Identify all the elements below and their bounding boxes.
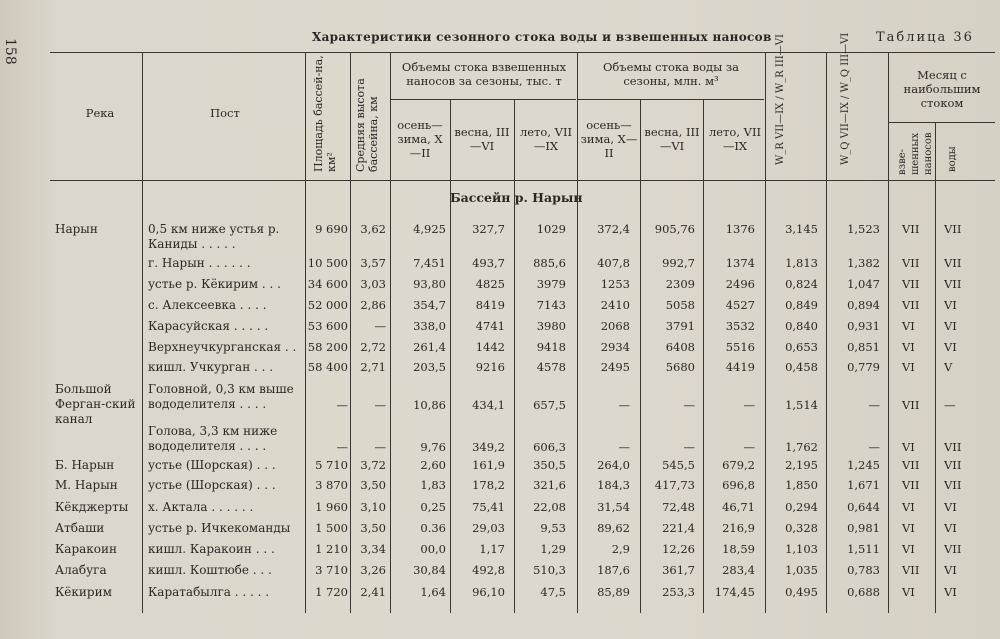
- row-month-sediment: VII: [902, 398, 920, 412]
- row-post: кишл. Коштюбе . . .: [148, 563, 272, 577]
- row-h: 2,72: [360, 340, 386, 354]
- row-s3: 9418: [536, 340, 566, 354]
- row-r1: 0,653: [785, 340, 818, 354]
- row-post: Каратабылга . . . . .: [148, 585, 270, 599]
- row-w3: 1376: [725, 222, 755, 236]
- row-s3: 1,29: [540, 542, 566, 556]
- row-month-sediment: VII: [902, 277, 920, 291]
- row-w2: 253,3: [662, 585, 695, 599]
- row-post: устье (Шорская) . . .: [148, 478, 276, 492]
- row-r1: 1,514: [785, 398, 818, 412]
- row-s3: 3979: [536, 277, 566, 291]
- header-ratio-q: W_Q VII—IX / W_Q III—VI: [840, 32, 851, 165]
- row-r1: 1,813: [785, 256, 818, 270]
- row-area: —: [336, 440, 348, 454]
- row-s3: 3980: [536, 319, 566, 333]
- row-month-sediment: VI: [902, 521, 915, 535]
- row-w2: 12,26: [662, 542, 695, 556]
- row-month-sediment: VI: [902, 319, 915, 333]
- row-h: 3,34: [360, 542, 386, 556]
- header-month-group: Месяц с наибольшим стоком: [903, 68, 981, 110]
- row-w3: 696,8: [722, 478, 755, 492]
- row-h: —: [374, 440, 386, 454]
- row-s3: 321,6: [533, 478, 566, 492]
- row-area: 58 200: [307, 340, 348, 354]
- row-river: М. Нарын: [55, 478, 118, 492]
- row-w3: 283,4: [722, 563, 755, 577]
- row-r1: 0,824: [785, 277, 818, 291]
- row-river: Алабуга: [55, 563, 107, 577]
- row-r2: 1,523: [847, 222, 880, 236]
- row-w2: 221,4: [662, 521, 695, 535]
- header-water-spring: весна, III—VI: [644, 125, 700, 153]
- row-s2: 4825: [475, 277, 505, 291]
- row-h: 2,71: [360, 360, 386, 374]
- row-month-water: VII: [944, 478, 962, 492]
- row-h: 3,62: [360, 222, 386, 236]
- header-sed-spring: весна, III—VI: [454, 125, 510, 153]
- row-h: 3,50: [360, 478, 386, 492]
- row-w3: 174,45: [714, 585, 755, 599]
- row-r1: 0,849: [785, 298, 818, 312]
- row-w2: 2309: [665, 277, 695, 291]
- row-w3: 2496: [725, 277, 755, 291]
- row-s3: 350,5: [533, 458, 566, 472]
- row-r2: 0,981: [847, 521, 880, 535]
- row-w2: 905,76: [654, 222, 695, 236]
- row-month-sediment: VI: [902, 360, 915, 374]
- row-w2: 5058: [665, 298, 695, 312]
- header-area: Площадь бассей-на, км²: [312, 55, 338, 172]
- col-line: [514, 100, 515, 613]
- row-s1: 1,83: [420, 478, 446, 492]
- row-w3: 216,9: [722, 521, 755, 535]
- row-r2: 0,779: [847, 360, 880, 374]
- row-post: Карасуйская . . . . .: [148, 319, 269, 333]
- row-area: 1 500: [315, 521, 348, 535]
- row-s3: 7143: [536, 298, 566, 312]
- page-number: 158: [2, 38, 18, 65]
- row-area: 3 710: [315, 563, 348, 577]
- row-r2: 0,783: [847, 563, 880, 577]
- row-post: кишл. Учкурган . . .: [148, 360, 274, 374]
- row-month-water: VII: [944, 222, 962, 236]
- row-s2: 9216: [475, 360, 505, 374]
- row-area: 5 710: [315, 458, 348, 472]
- col-line: [142, 53, 143, 613]
- row-area: 3 870: [315, 478, 348, 492]
- row-month-water: VI: [944, 319, 957, 333]
- row-r2: 1,047: [847, 277, 880, 291]
- row-month-water: VII: [944, 256, 962, 270]
- row-month-water: VI: [944, 585, 957, 599]
- row-s2: 178,2: [472, 478, 505, 492]
- row-w1: 264,0: [597, 458, 630, 472]
- header-month-water: воды: [947, 146, 958, 172]
- header-water-autumn: осень—зима, X—II: [580, 118, 638, 160]
- row-s3: 657,5: [533, 398, 566, 412]
- table-label: Таблица 36: [876, 30, 974, 45]
- row-river: Б. Нарын: [55, 458, 115, 472]
- row-w1: 1253: [600, 277, 630, 291]
- row-h: 3,26: [360, 563, 386, 577]
- row-s2: 349,2: [472, 440, 505, 454]
- row-area: 1 210: [315, 542, 348, 556]
- row-month-sediment: VII: [902, 256, 920, 270]
- row-s2: 96,10: [472, 585, 505, 599]
- row-post: Голова, 3,3 км ниже вододелителя . . . .: [148, 424, 278, 453]
- row-w1: 184,3: [597, 478, 630, 492]
- row-s3: 9,53: [540, 521, 566, 535]
- row-s2: 492,8: [472, 563, 505, 577]
- row-month-water: V: [944, 360, 953, 374]
- row-w3: —: [743, 398, 755, 412]
- row-w2: 992,7: [662, 256, 695, 270]
- row-area: 1 720: [315, 585, 348, 599]
- row-s2: 161,9: [472, 458, 505, 472]
- row-r1: 1,103: [785, 542, 818, 556]
- col-line: [935, 123, 936, 613]
- header-water-summer: лето, VII—IX: [708, 125, 762, 153]
- row-w2: 6408: [665, 340, 695, 354]
- row-post: Верхнеучкурганская . .: [148, 340, 297, 354]
- row-r2: 1,671: [847, 478, 880, 492]
- row-month-water: VI: [944, 500, 957, 514]
- row-post: устье р. Кёкирим . . .: [148, 277, 281, 291]
- header-sediment-group: Объемы стока взвешенных наносов за сезоны, тыс. т: [401, 60, 567, 88]
- col-line: [450, 100, 451, 613]
- row-r2: —: [868, 398, 880, 412]
- row-w3: 5516: [725, 340, 755, 354]
- row-w1: 372,4: [597, 222, 630, 236]
- row-s1: 261,4: [413, 340, 446, 354]
- row-w3: 679,2: [722, 458, 755, 472]
- row-area: 1 960: [315, 500, 348, 514]
- row-w3: 46,71: [722, 500, 755, 514]
- row-r1: 0,294: [785, 500, 818, 514]
- table-title: Характеристики сезонного стока воды и взвешенных наносов: [312, 30, 772, 44]
- row-w1: —: [618, 440, 630, 454]
- row-month-sediment: VI: [902, 585, 915, 599]
- row-post: устье (Шорская) . . .: [148, 458, 276, 472]
- row-s1: 1,64: [420, 585, 446, 599]
- row-h: 3,72: [360, 458, 386, 472]
- row-month-water: VII: [944, 542, 962, 556]
- row-r2: 0,931: [847, 319, 880, 333]
- row-s1: 9,76: [420, 440, 446, 454]
- row-w2: —: [683, 398, 695, 412]
- row-river: Большой Ферган-ский канал: [55, 382, 136, 426]
- row-w2: 5680: [665, 360, 695, 374]
- row-h: 3,50: [360, 521, 386, 535]
- header-ratio-r: W_R VII—IX / W_R III—VI: [775, 34, 786, 165]
- row-h: 3,03: [360, 277, 386, 291]
- row-s1: 0.36: [420, 521, 446, 535]
- row-s2: 8419: [475, 298, 505, 312]
- row-r1: 0,458: [785, 360, 818, 374]
- row-r1: 1,850: [785, 478, 818, 492]
- row-river: Кёкджерты: [55, 500, 129, 514]
- row-s1: 10,86: [413, 398, 446, 412]
- row-w3: 4419: [725, 360, 755, 374]
- row-month-sediment: VII: [902, 298, 920, 312]
- row-s2: 1,17: [479, 542, 505, 556]
- row-h: 3,10: [360, 500, 386, 514]
- row-month-sediment: VII: [902, 563, 920, 577]
- row-area: 53 600: [307, 319, 348, 333]
- row-s1: 354,7: [413, 298, 446, 312]
- row-r2: 1,511: [847, 542, 880, 556]
- row-river: Кёкирим: [55, 585, 112, 599]
- row-h: 3,57: [360, 256, 386, 270]
- row-r2: 1,382: [847, 256, 880, 270]
- row-w1: 2495: [600, 360, 630, 374]
- row-w1: 2410: [600, 298, 630, 312]
- row-month-water: —: [944, 398, 956, 412]
- row-w2: —: [683, 440, 695, 454]
- basin-title: Бассейн р. Нарын: [450, 190, 583, 205]
- row-month-sediment: VI: [902, 500, 915, 514]
- row-month-water: VI: [944, 563, 957, 577]
- row-w2: 417,73: [654, 478, 695, 492]
- row-r2: —: [868, 440, 880, 454]
- row-w3: 3532: [725, 319, 755, 333]
- row-month-water: VI: [944, 340, 957, 354]
- row-r1: 0,495: [785, 585, 818, 599]
- row-month-sediment: VII: [902, 458, 920, 472]
- row-w1: 85,89: [597, 585, 630, 599]
- col-line: [640, 100, 641, 613]
- header-height: Средняя высота бассейна, км: [354, 78, 380, 172]
- row-h: 2,41: [360, 585, 386, 599]
- row-s2: 29,03: [472, 521, 505, 535]
- row-w3: 1374: [725, 256, 755, 270]
- row-month-sediment: VI: [902, 440, 915, 454]
- row-s1: 93,80: [413, 277, 446, 291]
- row-h: —: [374, 398, 386, 412]
- row-s3: 510,3: [533, 563, 566, 577]
- row-s2: 75,41: [472, 500, 505, 514]
- header-post: Пост: [210, 106, 240, 120]
- col-line: [703, 100, 704, 613]
- row-s3: 885,6: [533, 256, 566, 270]
- row-r2: 1,245: [847, 458, 880, 472]
- row-month-sediment: VI: [902, 340, 915, 354]
- row-post: кишл. Каракоин . . .: [148, 542, 275, 556]
- row-post: г. Нарын . . . . . .: [148, 256, 251, 270]
- row-river: Нарын: [55, 222, 98, 236]
- row-river: Каракоин: [55, 542, 117, 556]
- row-post: 0,5 км ниже устья р. Каниды . . . . .: [148, 222, 280, 251]
- row-month-sediment: VI: [902, 542, 915, 556]
- row-r1: 1,035: [785, 563, 818, 577]
- row-s2: 4741: [475, 319, 505, 333]
- row-month-water: VI: [944, 521, 957, 535]
- row-s2: 327,7: [472, 222, 505, 236]
- top-rule: [50, 52, 995, 53]
- row-s1: 00,0: [420, 542, 446, 556]
- row-w3: —: [743, 440, 755, 454]
- row-s2: 1442: [475, 340, 505, 354]
- row-s3: 4578: [536, 360, 566, 374]
- row-r1: 1,762: [785, 440, 818, 454]
- row-s1: 0,25: [420, 500, 446, 514]
- row-area: —: [336, 398, 348, 412]
- row-w2: 72,48: [662, 500, 695, 514]
- header-month-sediment: взве-шенных наносов: [897, 132, 934, 175]
- header-bottom-rule: [50, 180, 995, 181]
- row-s1: 203,5: [413, 360, 446, 374]
- row-r2: 0,894: [847, 298, 880, 312]
- row-month-sediment: VII: [902, 222, 920, 236]
- row-w3: 4527: [725, 298, 755, 312]
- col-line: [888, 53, 889, 613]
- row-r1: 2,195: [785, 458, 818, 472]
- row-post: х. Актала . . . . . .: [148, 500, 254, 514]
- row-w1: 31,54: [597, 500, 630, 514]
- subheader-rule-sediment: [390, 99, 576, 100]
- row-w1: 407,8: [597, 256, 630, 270]
- row-s3: 606,3: [533, 440, 566, 454]
- row-w1: 2934: [600, 340, 630, 354]
- row-month-water: VII: [944, 458, 962, 472]
- row-area: 9 690: [315, 222, 348, 236]
- row-s3: 22,08: [533, 500, 566, 514]
- header-sed-summer: лето, VII—IX: [519, 125, 573, 153]
- row-month-sediment: VII: [902, 478, 920, 492]
- row-w1: 2068: [600, 319, 630, 333]
- row-r1: 0,840: [785, 319, 818, 333]
- row-r1: 3,145: [785, 222, 818, 236]
- row-h: —: [374, 319, 386, 333]
- row-post: устье р. Ичкекоманды: [148, 521, 291, 535]
- row-s1: 30,84: [413, 563, 446, 577]
- row-area: 10 500: [307, 256, 348, 270]
- row-s3: 1029: [536, 222, 566, 236]
- row-month-water: VII: [944, 440, 962, 454]
- row-s1: 4,925: [413, 222, 446, 236]
- row-s2: 493,7: [472, 256, 505, 270]
- row-river: Атбаши: [55, 521, 105, 535]
- row-w1: 2,9: [611, 542, 630, 556]
- row-w2: 545,5: [662, 458, 695, 472]
- row-area: 34 600: [307, 277, 348, 291]
- row-month-water: VI: [944, 298, 957, 312]
- row-w1: 89,62: [597, 521, 630, 535]
- row-s1: 2,60: [420, 458, 446, 472]
- row-r1: 0,328: [785, 521, 818, 535]
- row-s3: 47,5: [540, 585, 566, 599]
- row-s2: 434,1: [472, 398, 505, 412]
- row-w3: 18,59: [722, 542, 755, 556]
- subheader-rule-water: [578, 99, 764, 100]
- row-post: с. Алексеевка . . . .: [148, 298, 267, 312]
- header-water-group: Объемы стока воды за сезоны, млн. м³: [602, 60, 740, 88]
- row-w1: —: [618, 398, 630, 412]
- row-w2: 361,7: [662, 563, 695, 577]
- row-area: 52 000: [307, 298, 348, 312]
- header-river: Река: [85, 106, 115, 120]
- row-month-water: VII: [944, 277, 962, 291]
- row-s1: 338,0: [413, 319, 446, 333]
- row-s1: 7,451: [413, 256, 446, 270]
- row-r2: 0,644: [847, 500, 880, 514]
- row-w1: 187,6: [597, 563, 630, 577]
- row-h: 2,86: [360, 298, 386, 312]
- row-r2: 0,851: [847, 340, 880, 354]
- row-w2: 3791: [665, 319, 695, 333]
- row-r2: 0,688: [847, 585, 880, 599]
- row-post: Головной, 0,3 км выше вододелителя . . . .: [148, 382, 294, 411]
- row-area: 58 400: [307, 360, 348, 374]
- header-sed-autumn: осень—зима, X—II: [397, 118, 443, 160]
